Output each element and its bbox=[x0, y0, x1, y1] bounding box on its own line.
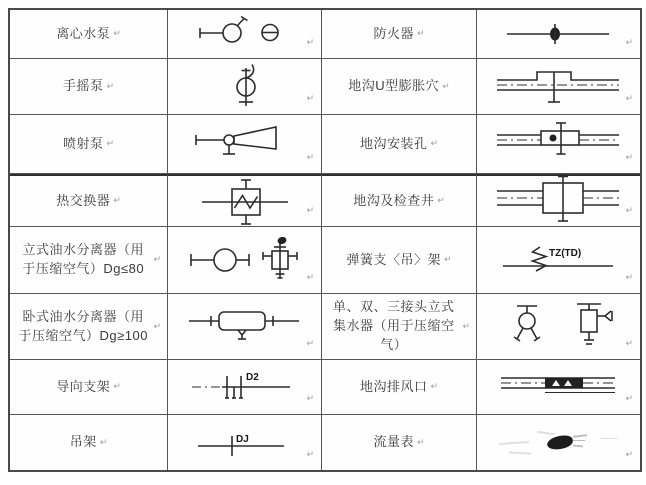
cell-symbol-flow-meter bbox=[477, 415, 640, 470]
return-mark-icon: ↵ bbox=[416, 436, 425, 447]
return-mark-icon: ↵ bbox=[99, 436, 108, 447]
return-mark-icon: ↵ bbox=[462, 320, 470, 331]
return-mark-icon: ↵ bbox=[306, 151, 314, 162]
cell-name-jet-pump bbox=[10, 115, 168, 174]
return-mark-icon: ↵ bbox=[106, 80, 115, 91]
cell-symbol-fire-arrester bbox=[477, 10, 640, 59]
cell-name-horizontal-oil-water-separator bbox=[10, 294, 168, 360]
return-mark-icon: ↵ bbox=[153, 254, 161, 265]
cell-symbol-trench-u-type-expansion-hole bbox=[477, 59, 640, 115]
cell-name-vertical-oil-water-separator bbox=[10, 227, 168, 294]
watermark-stroke bbox=[601, 438, 617, 440]
trench-installation-hole-icon bbox=[485, 120, 633, 168]
heat-exchanger-icon bbox=[186, 175, 304, 227]
label-hanger: 吊架 bbox=[69, 434, 97, 450]
symbol-legend-table bbox=[8, 8, 642, 472]
cell-symbol-vertical-water-collectors bbox=[477, 294, 640, 360]
return-mark-icon: ↵ bbox=[306, 392, 314, 403]
return-mark-icon: ↵ bbox=[306, 337, 314, 348]
cell-name-guide-support bbox=[10, 360, 168, 415]
cell-symbol-centrifugal-water-pump bbox=[168, 10, 322, 59]
vertical-water-collectors-icon bbox=[485, 298, 633, 356]
cell-symbol-vertical-oil-water-separator bbox=[168, 227, 322, 294]
centrifugal-water-pump-icon bbox=[186, 13, 304, 55]
cell-name-hand-pump bbox=[10, 59, 168, 115]
cell-symbol-trench-air-vent bbox=[477, 360, 640, 415]
watermark-stroke bbox=[508, 451, 530, 454]
cell-name-flow-meter bbox=[322, 415, 477, 470]
label-hand-pump: 手摇泵 bbox=[62, 78, 104, 94]
return-mark-icon: ↵ bbox=[625, 151, 633, 162]
return-mark-icon: ↵ bbox=[306, 204, 314, 215]
label-horizontal-oil-water-separator: 卧式油水分离器（用于压缩空气）Dg≥100 bbox=[18, 308, 148, 343]
cell-name-hanger bbox=[10, 415, 168, 470]
watermark-stroke bbox=[572, 434, 586, 437]
vertical-oil-water-separator-icon bbox=[183, 232, 307, 288]
return-mark-icon: ↵ bbox=[430, 138, 439, 149]
cell-name-trench-air-vent bbox=[322, 360, 477, 415]
hand-pump-icon bbox=[186, 62, 304, 112]
watermark-stroke bbox=[573, 440, 585, 442]
label-vertical-water-collectors: 单、双、三接头立式集水器（用于压缩空气） bbox=[332, 299, 455, 352]
return-mark-icon: ↵ bbox=[113, 381, 121, 392]
hanger-icon bbox=[186, 425, 304, 461]
label-trench-and-inspection-well: 地沟及检查井 bbox=[353, 192, 435, 208]
watermark-stroke bbox=[498, 440, 528, 444]
watermark-stroke bbox=[572, 444, 582, 446]
return-mark-icon: ↵ bbox=[430, 381, 439, 392]
return-mark-icon: ↵ bbox=[625, 337, 633, 348]
cell-symbol-spring-support-hanger bbox=[477, 227, 640, 294]
cell-name-fire-arrester bbox=[322, 10, 477, 59]
return-mark-icon: ↵ bbox=[306, 448, 314, 459]
cell-symbol-trench-and-inspection-well bbox=[477, 174, 640, 227]
watermark-smudge bbox=[489, 426, 629, 460]
return-mark-icon: ↵ bbox=[306, 36, 314, 47]
spring-support-hanger-icon bbox=[485, 238, 633, 282]
return-mark-icon: ↵ bbox=[443, 254, 452, 265]
return-mark-icon: ↵ bbox=[306, 271, 314, 282]
return-mark-icon: ↵ bbox=[153, 320, 161, 331]
label-trench-air-vent: 地沟排风口 bbox=[359, 378, 428, 394]
cell-name-trench-and-inspection-well bbox=[322, 174, 477, 227]
cell-name-centrifugal-water-pump bbox=[10, 10, 168, 59]
return-mark-icon: ↵ bbox=[113, 195, 121, 206]
cell-symbol-heat-exchanger bbox=[168, 174, 322, 227]
return-mark-icon: ↵ bbox=[625, 392, 633, 403]
label-trench-installation-hole: 地沟安装孔 bbox=[359, 135, 428, 151]
return-mark-icon: ↵ bbox=[306, 92, 314, 103]
label-heat-exchanger: 热交换器 bbox=[56, 192, 111, 208]
return-mark-icon: ↵ bbox=[625, 36, 633, 47]
trench-air-vent-icon bbox=[485, 367, 633, 407]
cell-name-trench-u-type-expansion-hole bbox=[322, 59, 477, 115]
cell-name-vertical-water-collectors bbox=[322, 294, 477, 360]
spring-support-label: TZ(TD) bbox=[548, 248, 581, 259]
watermark-stroke bbox=[536, 430, 554, 434]
cell-name-heat-exchanger bbox=[10, 174, 168, 227]
label-fire-arrester: 防火器 bbox=[373, 25, 414, 41]
cell-symbol-horizontal-oil-water-separator bbox=[168, 294, 322, 360]
cell-name-spring-support-hanger bbox=[322, 227, 477, 294]
cell-symbol-hand-pump bbox=[168, 59, 322, 115]
cell-symbol-trench-installation-hole bbox=[477, 115, 640, 174]
horizontal-oil-water-separator-icon bbox=[183, 305, 307, 349]
label-jet-pump: 喷射泵 bbox=[62, 135, 104, 151]
return-mark-icon: ↵ bbox=[625, 448, 633, 459]
label-trench-u-type-expansion-hole: 地沟U型膨胀穴 bbox=[348, 78, 440, 94]
return-mark-icon: ↵ bbox=[113, 28, 121, 39]
cell-symbol-jet-pump bbox=[168, 115, 322, 174]
trench-and-inspection-well-icon bbox=[485, 175, 633, 227]
trench-u-type-expansion-hole-icon bbox=[485, 62, 633, 112]
cell-symbol-hanger bbox=[168, 415, 322, 470]
return-mark-icon: ↵ bbox=[437, 195, 445, 206]
label-flow-meter: 流量表 bbox=[373, 434, 414, 450]
watermark-blob bbox=[546, 433, 574, 450]
hanger-label: DJ bbox=[235, 433, 249, 445]
fire-arrester-icon bbox=[489, 14, 629, 54]
return-mark-icon: ↵ bbox=[625, 92, 633, 103]
guide-support-icon bbox=[186, 365, 304, 409]
return-mark-icon: ↵ bbox=[442, 80, 450, 91]
label-spring-support-hanger: 弹簧支〈吊〉架 bbox=[346, 251, 441, 267]
jet-pump-icon bbox=[186, 122, 304, 166]
guide-support-label: D2 bbox=[245, 372, 259, 383]
return-mark-icon: ↵ bbox=[106, 138, 115, 149]
return-mark-icon: ↵ bbox=[625, 271, 633, 282]
cell-symbol-guide-support bbox=[168, 360, 322, 415]
label-centrifugal-water-pump: 离心水泵 bbox=[56, 25, 111, 41]
label-vertical-oil-water-separator: 立式油水分离器（用于压缩空气）Dg≤80 bbox=[22, 242, 145, 276]
return-mark-icon: ↵ bbox=[416, 28, 425, 39]
cell-name-trench-installation-hole bbox=[322, 115, 477, 174]
label-guide-support: 导向支架 bbox=[56, 378, 111, 394]
return-mark-icon: ↵ bbox=[625, 204, 633, 215]
